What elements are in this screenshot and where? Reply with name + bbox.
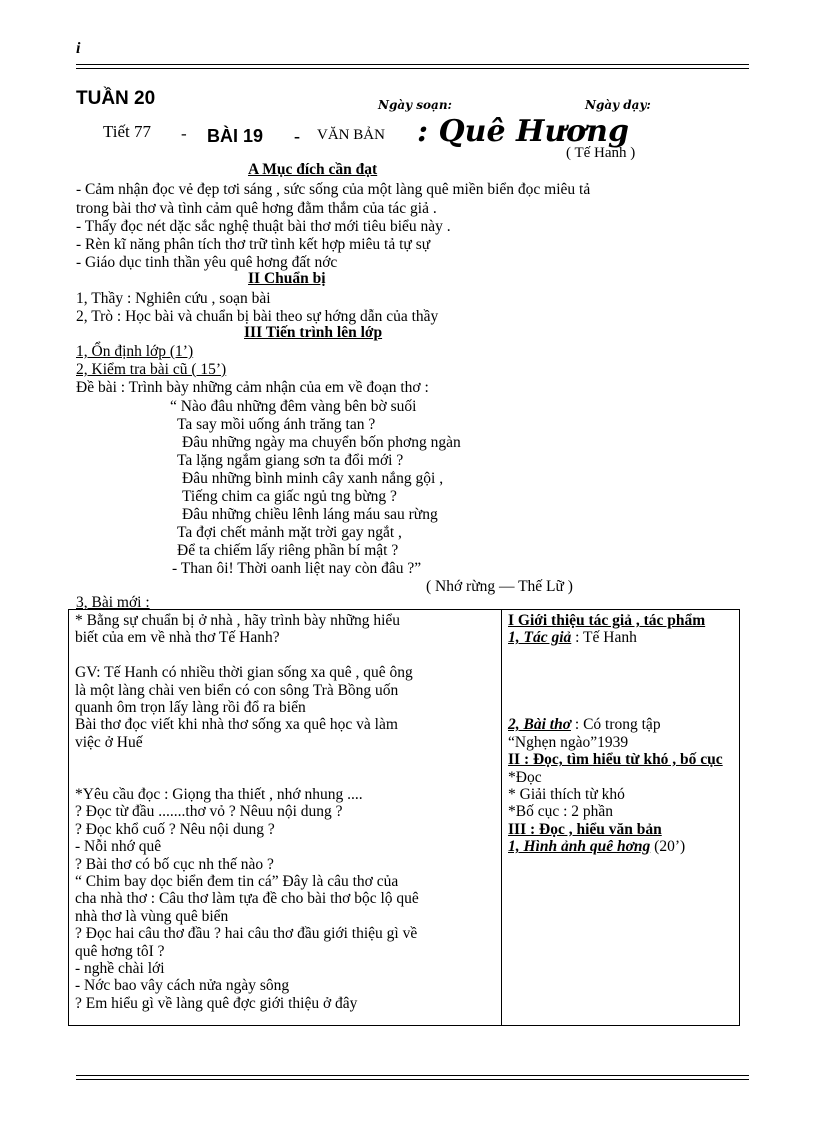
time-allocation: (20’) [654, 838, 686, 856]
poem-title: : Quê Hương [417, 114, 629, 149]
poem-line: Để ta chiếm lấy riêng phần bí mật ? [177, 542, 399, 559]
section-a-line: - Cảm nhận đọc vẻ đẹp tơi sáng , sức sống của một làng quê miền biển đọc miêu tả [76, 181, 591, 198]
step-stabilize: 1, Ổn định lớp (1’) [76, 343, 194, 360]
lesson-table [68, 609, 740, 1026]
activity-line: “ Chim bay dọc biển đem tin cá” Đây là câu thơ của [75, 873, 399, 891]
intro-heading: I Giới thiệu tác giả , tác phẩm [508, 612, 706, 629]
reading-heading: II : Đọc, tìm hiểu từ khó , bố cục [508, 751, 723, 769]
activity-line: - nghề chài lới [75, 960, 165, 978]
blank-line [508, 664, 733, 681]
poem-line: Đâu những bình minh cây xanh nắng gội , [182, 470, 444, 487]
activity-line: ? Em hiểu gì về làng quê đợc giới thiệu ở đây [75, 994, 358, 1012]
poem-line: - Than ôi! Thời oanh liệt nay còn đâu ?” [172, 560, 422, 577]
reading-item: *Đọc [508, 768, 542, 786]
exercise-prompt: Đề bài : Trình bày những cảm nhận của em về đoạn thơ : [76, 379, 429, 396]
teacher-activities-cell [69, 610, 502, 1026]
step-check-old-lesson: 2, Kiểm tra bài cũ ( 15’) [76, 361, 227, 378]
work-label: 2, Bài thơ [508, 716, 572, 734]
lesson-number: BÀI 19 [207, 126, 264, 146]
hometown-image-label: 1, Hình ảnh quê hơng [508, 838, 651, 856]
bottom-double-rule [76, 1075, 749, 1080]
analysis-heading: III : Đọc , hiểu văn bản [508, 820, 662, 838]
activity-line: biết của em về nhà thơ Tế Hanh? [75, 629, 280, 647]
blank-line [75, 647, 495, 664]
top-double-rule [76, 64, 749, 69]
content-cell [502, 610, 740, 1026]
work-collection: “Nghẹn ngào”1939 [508, 733, 629, 751]
activity-line: quanh ôm trọn lấy làng rồi đổ ra biển [75, 699, 306, 717]
author-value: : Tế Hanh [575, 629, 637, 647]
activity-line: ? Bài thơ có bố cục nh thế nào ? [75, 855, 274, 873]
activity-line: quê hơng tôI ? [75, 942, 165, 960]
page-mark: i [76, 40, 81, 57]
poem-line: Ta lặng ngắm giang sơn ta đổi mới ? [177, 452, 404, 469]
poem-line: Ta say mồi uống ánh trăng tan ? [177, 416, 376, 433]
activity-line: cha nhà thơ : Câu thơ làm tựa đề cho bài thơ bộc lộ quê [75, 890, 419, 908]
reading-item: *Bố cục : 2 phần [508, 803, 614, 821]
poem-source: ( Nhớ rừng — Thế Lữ ) [426, 578, 573, 595]
week-title: TUẦN 20 [76, 88, 156, 109]
activity-line: ? Đọc hai câu thơ đầu ? hai câu thơ đầu giới thiệu gì về [75, 925, 418, 943]
prep-date-label: Ngày soạn: [378, 98, 452, 112]
section-b-line: 1, Thầy : Nghiên cứu , soạn bài [76, 290, 271, 307]
activity-line: - Nỗi nhớ quê [75, 838, 162, 856]
blank-line [508, 647, 733, 664]
text-label: VĂN BẢN [317, 127, 385, 143]
activity-line: *Yêu cầu đọc : Giọng tha thiết , nhớ nhung .... [75, 786, 363, 804]
blank-line [508, 682, 733, 699]
blank-line [508, 699, 733, 716]
section-a-line: trong bài thơ và tình cảm quê hơng đằm thắm của tác giả . [76, 200, 437, 217]
poem-line: Tiếng chim ca giấc ngủ tng bừng ? [182, 488, 397, 505]
activity-line: ? Đọc khổ cuố ? Nêu nội dung ? [75, 820, 275, 838]
section-b-line: 2, Trò : Học bài và chuẩn bị bài theo sự hớng dẫn của thầy [76, 308, 439, 325]
activity-line: ? Đọc từ đầu .......thơ vỏ ? Nêuu nội dung ? [75, 803, 343, 821]
blank-line [75, 751, 495, 768]
activity-line: là một làng chài ven biển có con sông Trà Bồng uốn [75, 681, 399, 699]
poem-line: Ta đợi chết mảnh mặt trời gay ngắt , [177, 524, 402, 541]
author-label: 1, Tác giả [508, 629, 572, 647]
activity-line: * Bằng sự chuẩn bị ở nhà , hãy trình bày những hiểu [75, 612, 401, 629]
activity-line: Bài thơ đọc viết khi nhà thơ sống xa quê học và làm [75, 716, 398, 734]
step-new-lesson: 3, Bài mới : [76, 594, 150, 611]
section-a-line: - Rèn kĩ năng phân tích thơ trữ tình kết hợp miêu tả tự sự [76, 236, 431, 253]
section-a-line: - Thấy đọc nét dặc sắc nghệ thuật bài thơ mới tiêu biểu này . [76, 218, 451, 235]
section-a-heading: A Mục đích cần đạt [248, 161, 378, 178]
activity-line: việc ở Huế [75, 733, 143, 751]
activity-line: GV: Tế Hanh có nhiều thời gian sống xa quê , quê ông [75, 664, 413, 682]
poem-line: Đâu những chiều lênh láng máu sau rừng [182, 506, 438, 523]
section-c-heading: III Tiến trình lên lớp [244, 324, 383, 341]
work-value: : Có trong tập [574, 716, 661, 734]
poem-author: ( Tế Hanh ) [566, 145, 636, 161]
section-a-line: - Giáo dục tinh thần yêu quê hơng đất nớc [76, 254, 338, 271]
section-b-heading: II Chuẩn bị [248, 270, 326, 287]
reading-item: * Giải thích từ khó [508, 786, 625, 803]
poem-line: “ Nào đâu những đêm vàng bên bờ suối [170, 398, 417, 415]
blank-line [75, 769, 495, 786]
activity-line: - Nớc bao vây cách nửa ngày sông [75, 977, 290, 995]
separator: - [294, 126, 300, 146]
separator: - [181, 124, 187, 143]
poem-line: Đâu những ngày ma chuyển bốn phơng ngàn [182, 434, 461, 451]
period-label: Tiết 77 [103, 122, 152, 141]
activity-line: nhà thơ là vùng quê biển [75, 907, 229, 925]
teach-date-label: Ngày dạy: [585, 98, 651, 112]
